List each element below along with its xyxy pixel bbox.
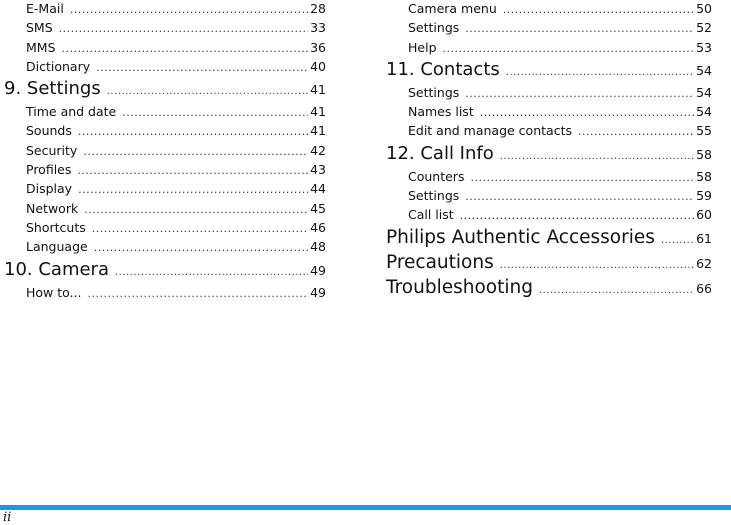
- dot-leader: [70, 0, 308, 19]
- toc-right-column: [386, 0, 712, 300]
- toc-entry-title: Settings: [408, 188, 460, 204]
- toc-entry-page: 41: [310, 82, 326, 98]
- toc-entry[interactable]: [4, 199, 326, 218]
- toc-entry[interactable]: [4, 237, 326, 256]
- toc-entry-title: 12. Call Info: [386, 142, 494, 164]
- footer-bar: [0, 505, 731, 510]
- dot-leader: [59, 19, 308, 38]
- dot-leader: [661, 228, 694, 253]
- toc-entry-page: 62: [696, 255, 712, 271]
- dot-leader: [470, 168, 694, 187]
- toc-entry-page: 44: [310, 181, 326, 197]
- toc-chapter-entry[interactable]: [4, 76, 326, 102]
- toc-entry-title: Time and date: [26, 104, 117, 120]
- toc-entry-title: How to...: [26, 284, 82, 300]
- dot-leader: [62, 39, 309, 58]
- toc-entry-page: 41: [310, 104, 326, 120]
- toc-entry-page: 33: [310, 20, 326, 36]
- toc-entry-title: SMS: [26, 20, 53, 36]
- toc-entry-page: 49: [310, 262, 326, 278]
- page-number: ii: [3, 510, 12, 525]
- dot-leader: [96, 58, 308, 77]
- toc-entry-title: Troubleshooting: [386, 276, 533, 298]
- toc-entry-page: 54: [696, 62, 712, 78]
- toc-entry-page: 54: [696, 104, 712, 120]
- toc-entry[interactable]: [4, 102, 326, 121]
- toc-entry-title: Sounds: [26, 123, 72, 139]
- toc-entry-title: Camera menu: [408, 1, 497, 16]
- toc-entry-title: 9. Settings: [4, 78, 101, 100]
- toc-entry-page: 43: [310, 162, 326, 178]
- dot-leader: [578, 122, 694, 141]
- toc-entry[interactable]: [4, 38, 326, 57]
- dot-leader: [500, 144, 694, 170]
- toc-entry[interactable]: [4, 283, 326, 302]
- toc-entry-page: 36: [310, 39, 326, 55]
- toc-entry[interactable]: [4, 218, 326, 237]
- toc-entry-title: 11. Contacts: [386, 58, 500, 80]
- dot-leader: [465, 84, 694, 103]
- toc-entry-page: 55: [696, 123, 712, 139]
- toc-entry-title: Display: [26, 181, 73, 197]
- toc-entry-page: 60: [696, 207, 712, 223]
- toc-entry[interactable]: [4, 160, 326, 179]
- toc-entry[interactable]: [386, 102, 712, 121]
- toc-entry-title: Network: [26, 200, 79, 216]
- toc-chapter-entry[interactable]: [386, 57, 712, 83]
- toc-entry-title: Shortcuts: [26, 219, 86, 235]
- toc-entry-title: Call list: [408, 207, 454, 223]
- toc-entry-page: 52: [696, 20, 712, 36]
- toc-entry[interactable]: [386, 186, 712, 205]
- toc-entry-page: 58: [696, 146, 712, 162]
- toc-entry-title: Philips Authentic Accessories: [386, 226, 655, 248]
- toc-entry[interactable]: [386, 83, 712, 102]
- toc-entry-page: 49: [310, 284, 326, 300]
- toc-entry[interactable]: [386, 167, 712, 186]
- dot-leader: [115, 260, 308, 286]
- toc-entry-title: Settings: [408, 84, 460, 100]
- toc-entry-title: Help: [408, 39, 437, 55]
- dot-leader: [78, 122, 308, 141]
- toc-entry-page: 40: [310, 58, 326, 74]
- dot-leader: [465, 187, 694, 206]
- toc-left-column: [4, 0, 326, 302]
- dot-leader: [503, 0, 694, 19]
- toc-entry-page: 48: [310, 239, 326, 255]
- toc-entry[interactable]: [386, 38, 712, 57]
- toc-chapter-entry[interactable]: [386, 275, 712, 300]
- toc-entry-page: 50: [696, 1, 712, 16]
- toc-entry[interactable]: [4, 179, 326, 198]
- toc-entry[interactable]: [386, 18, 712, 37]
- toc-chapter-entry[interactable]: [386, 250, 712, 275]
- toc-entry-page: 28: [310, 1, 326, 16]
- toc-entry-title: Dictionary: [26, 58, 91, 74]
- toc-entry-title: Settings: [408, 20, 460, 36]
- dot-leader: [77, 161, 308, 180]
- toc-entry-page: 59: [696, 188, 712, 204]
- dot-leader: [465, 19, 694, 38]
- dot-leader: [94, 238, 308, 257]
- toc-chapter-entry[interactable]: [386, 141, 712, 167]
- dot-leader: [443, 39, 695, 58]
- toc-entry-page: 42: [310, 142, 326, 158]
- toc-chapter-entry[interactable]: [4, 257, 326, 283]
- toc-entry[interactable]: [4, 0, 326, 18]
- toc-chapter-entry[interactable]: [386, 225, 712, 250]
- toc-entry-title: 10. Camera: [4, 258, 109, 280]
- dot-leader: [539, 278, 694, 303]
- toc-entry-page: 58: [696, 168, 712, 184]
- dot-leader: [480, 103, 694, 122]
- dot-leader: [88, 284, 309, 303]
- toc-entry[interactable]: [4, 141, 326, 160]
- toc-entry-title: E-Mail: [26, 1, 64, 16]
- dot-leader: [83, 142, 308, 161]
- toc-entry-page: 66: [696, 280, 712, 296]
- dot-leader: [506, 60, 694, 86]
- toc-entry-title: Precautions: [386, 251, 494, 273]
- dot-leader: [92, 219, 308, 238]
- dot-leader: [78, 180, 308, 199]
- toc-entry-page: 45: [310, 200, 326, 216]
- toc-entry-title: Names list: [408, 104, 474, 120]
- toc-entry[interactable]: [4, 18, 326, 37]
- toc-entry-title: Profiles: [26, 162, 72, 178]
- toc-entry[interactable]: [4, 121, 326, 140]
- dot-leader: [107, 79, 308, 105]
- dot-leader: [122, 103, 308, 122]
- toc-entry[interactable]: [386, 121, 712, 140]
- dot-leader: [84, 200, 308, 219]
- toc-entry-page: 61: [696, 230, 712, 246]
- toc-entry-page: 54: [696, 84, 712, 100]
- toc-entry-title: Edit and manage contacts: [408, 123, 572, 139]
- toc-entry[interactable]: [4, 57, 326, 76]
- toc-entry-title: Language: [26, 239, 88, 255]
- toc-entry[interactable]: [386, 205, 712, 224]
- toc-entry-page: 53: [696, 39, 712, 55]
- toc-entry-page: 41: [310, 123, 326, 139]
- dot-leader: [460, 206, 694, 225]
- toc-entry-title: Counters: [408, 168, 465, 184]
- toc-entry-page: 46: [310, 219, 326, 235]
- toc-entry-title: Security: [26, 142, 78, 158]
- toc-entry[interactable]: [386, 0, 712, 18]
- toc-entry-title: MMS: [26, 39, 56, 55]
